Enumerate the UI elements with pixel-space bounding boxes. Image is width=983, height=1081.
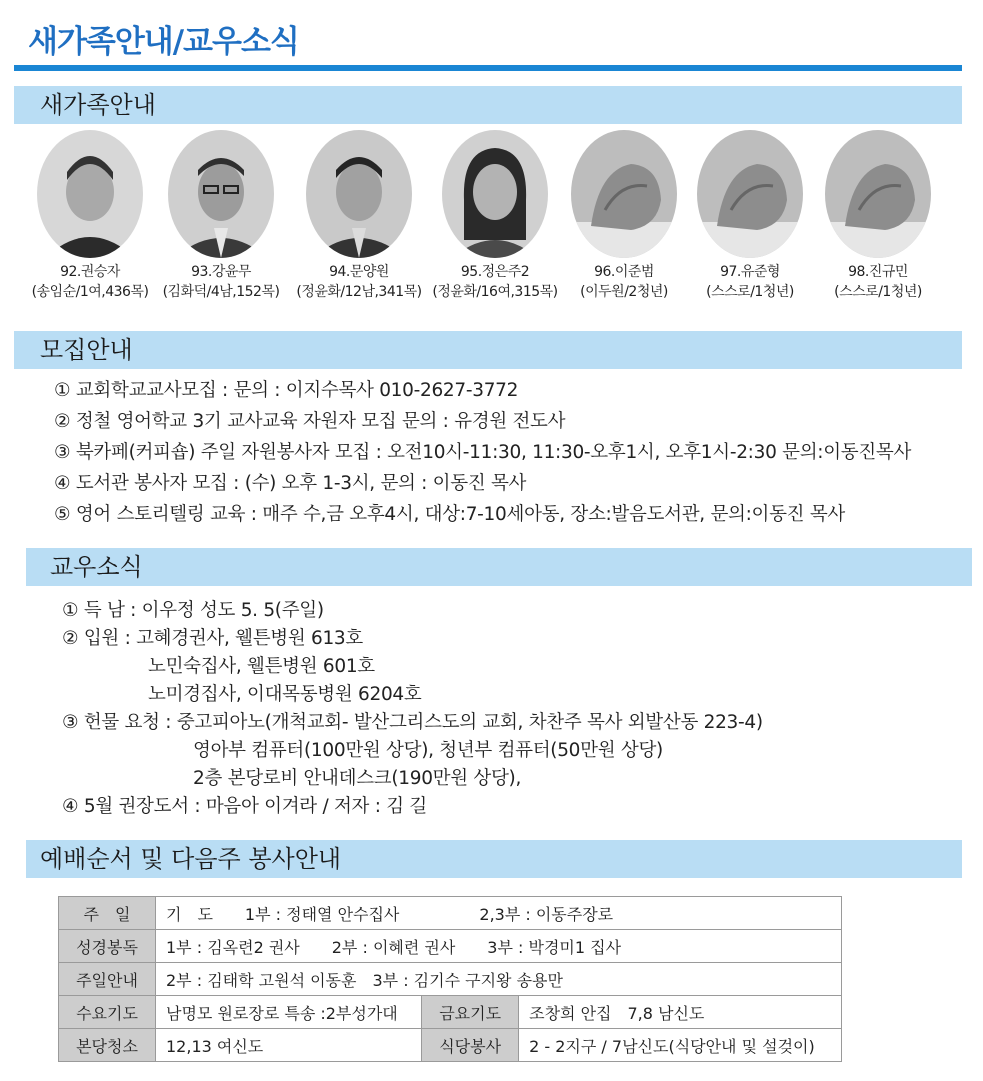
section-worship: 예배순서 및 다음주 봉사안내	[26, 840, 962, 878]
list-item: ③ 헌물 요청 : 중고피아노(개척교회- 발산그리스도의 교회, 차찬주 목사 외발산동 223-4)	[62, 712, 763, 733]
table-row	[59, 1029, 842, 1062]
member-name: 93.강윤무	[191, 264, 251, 280]
list-item: ① 득 남 : 이우정 성도 5. 5(주일)	[62, 600, 324, 621]
section-recruit: 모집안내	[14, 331, 962, 369]
member-detail: (정윤화/12남,341목)	[296, 284, 422, 300]
table-row	[59, 996, 842, 1029]
list-item: 노미경집사, 이대목동병원 6204호	[148, 684, 422, 705]
worship-schedule-table	[58, 896, 842, 1062]
list-item: ③ 북카페(커피숍) 주일 자원봉사자 모집 : 오전10시-11:30, 11:30-오후1시, 오후1시-2:30 문의:이동진목사	[54, 442, 912, 463]
member-photo	[37, 130, 143, 258]
table-cell: 12,13 여신도	[156, 1029, 422, 1062]
list-item: 영아부 컴퓨터(100만원 상당), 청년부 컴퓨터(50만원 상당)	[193, 740, 663, 761]
list-item: ⑤ 영어 스토리텔링 교육 : 매주 수,금 오후4시, 대상:7-10세아동, 장소:발음도서관, 문의:이동진 목사	[54, 504, 845, 525]
table-cell: 2 - 2지구 / 7남신도(식당안내 및 설겆이)	[519, 1029, 842, 1062]
list-item: ① 교회학교교사모집 : 문의 : 이지수목사 010-2627-3772	[54, 380, 519, 401]
list-item: 2층 본당로비 안내데스크(190만원 상당),	[193, 768, 522, 789]
recruit-list	[54, 375, 911, 530]
member-card	[686, 130, 814, 302]
member-detail: (송임순/1여,436목)	[31, 284, 149, 300]
section-news: 교우소식	[26, 548, 972, 586]
praying-hands-photo	[571, 130, 677, 258]
table-cell: 1부 : 김옥련2 권사 2부 : 이혜련 권사 3부 : 박경미1 집사	[156, 930, 842, 963]
table-header-cell: 금요기도	[422, 996, 519, 1029]
member-card	[157, 130, 285, 302]
praying-hands-photo	[697, 130, 803, 258]
member-card	[431, 130, 559, 302]
member-photo	[168, 130, 274, 258]
list-item: ② 입원 : 고혜경권사, 웰튼병원 613호	[62, 628, 363, 649]
member-detail: (정윤화/16여,315목)	[432, 284, 558, 300]
member-card	[814, 130, 942, 302]
member-detail: (스스로/1청년)	[706, 284, 794, 300]
praying-hands-photo	[825, 130, 931, 258]
table-header-cell: 성경봉독	[59, 930, 156, 963]
table-header-cell: 주일안내	[59, 963, 156, 996]
table-row	[59, 930, 842, 963]
title-rule	[14, 65, 962, 71]
table-row	[59, 963, 842, 996]
member-card	[26, 130, 154, 302]
list-item: 노민숙집사, 웰튼병원 601호	[148, 656, 375, 677]
member-name: 95.정은주2	[460, 264, 530, 280]
table-cell: 2부 : 김태학 고원석 이동훈 3부 : 김기수 구지왕 송용만	[156, 963, 842, 996]
table-header-cell: 주 일	[59, 897, 156, 930]
member-name: 92.권승자	[60, 264, 120, 280]
member-photo	[442, 130, 548, 258]
table-header-cell: 수요기도	[59, 996, 156, 1029]
member-photo	[306, 130, 412, 258]
member-name: 94.문양원	[329, 264, 389, 280]
table-cell: 남명모 원로장로 특송 :2부성가대	[156, 996, 422, 1029]
section-new-family: 새가족안내	[14, 86, 962, 124]
table-header-cell: 본당청소	[59, 1029, 156, 1062]
member-detail: (이두원/2청년)	[580, 284, 668, 300]
member-detail: (김화덕/4남,152목)	[162, 284, 280, 300]
member-card	[560, 130, 688, 302]
member-name: 97.유준형	[720, 264, 780, 280]
table-row	[59, 897, 842, 930]
page-title: 새가족안내/교우소식	[28, 24, 299, 60]
member-name: 96.이준범	[594, 264, 654, 280]
table-header-cell: 식당봉사	[422, 1029, 519, 1062]
table-cell: 조창희 안집 7,8 남신도	[519, 996, 842, 1029]
list-item: ④ 도서관 봉사자 모집 : (수) 오후 1-3시, 문의 : 이동진 목사	[54, 473, 527, 494]
member-name: 98.진규민	[848, 264, 908, 280]
member-card	[295, 130, 423, 302]
table-cell: 기 도 1부 : 정태열 안수집사 2,3부 : 이동주장로	[156, 897, 842, 930]
list-item: ② 정철 영어학교 3기 교사교육 자원자 모집 문의 : 유경원 전도사	[54, 411, 566, 432]
member-detail: (스스로/1청년)	[834, 284, 922, 300]
news-list	[62, 597, 763, 821]
list-item: ④ 5월 권장도서 : 마음아 이겨라 / 저자 : 김 길	[62, 796, 427, 817]
